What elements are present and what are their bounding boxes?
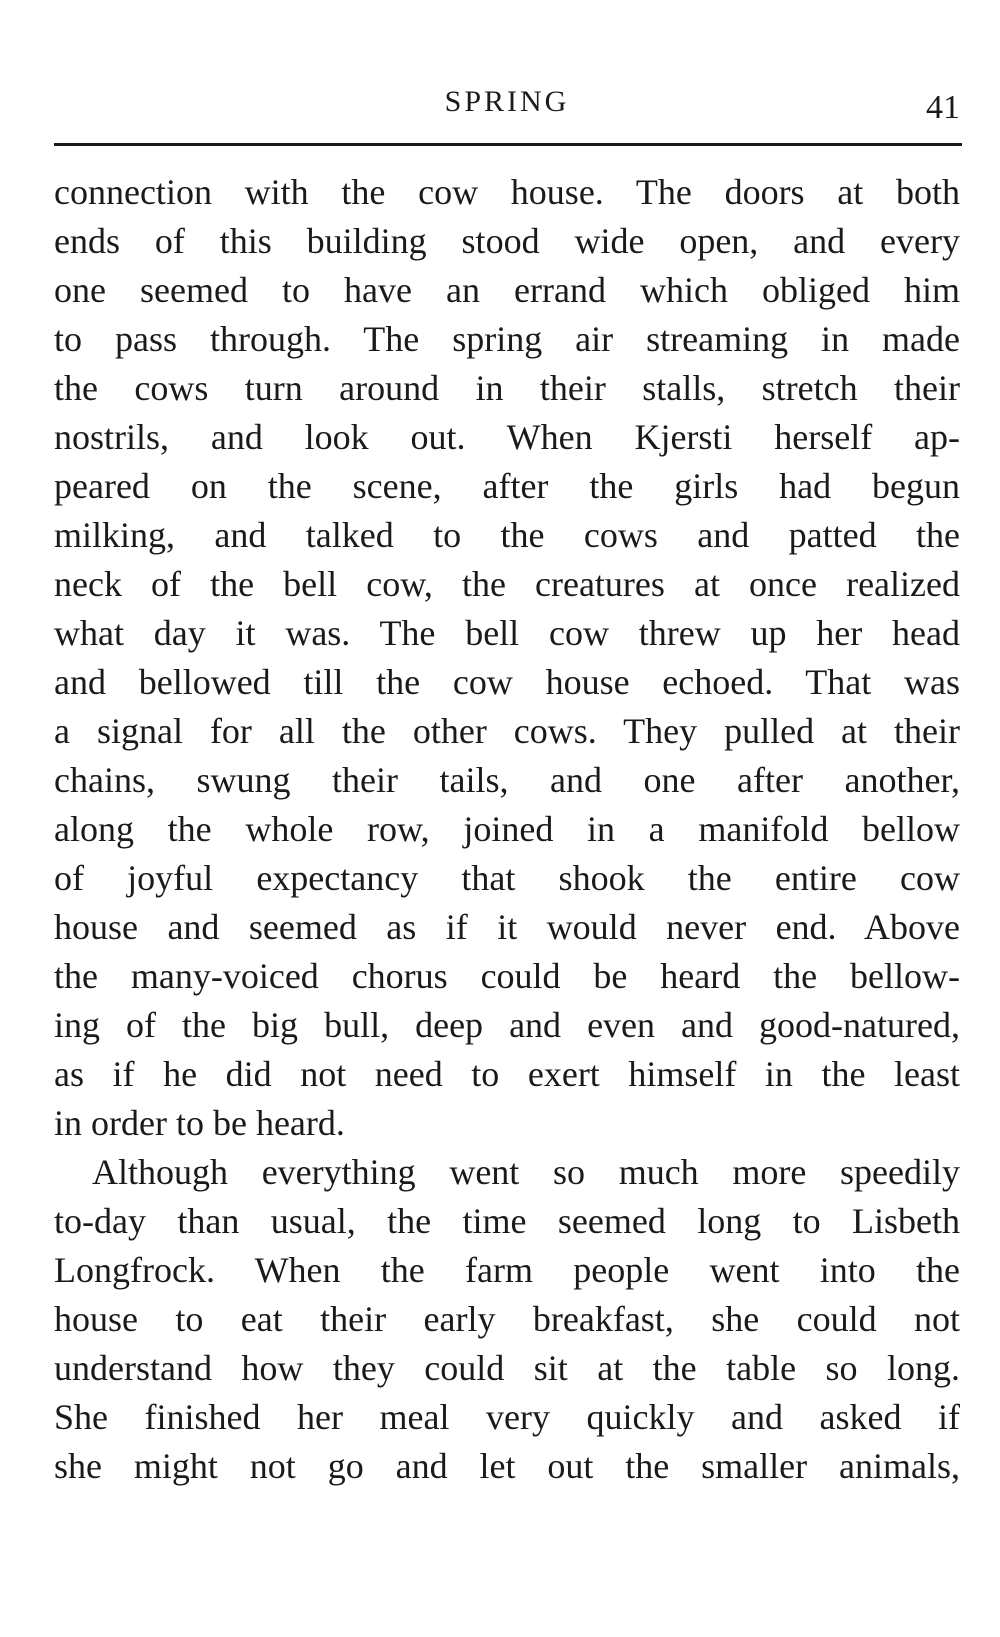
page-number: 41 xyxy=(926,89,960,126)
running-title: SPRING xyxy=(444,85,570,118)
text-line: a signal for all the other cows. They pulled at their xyxy=(54,711,960,751)
text-line: nostrils, and look out. When Kjersti herself ap- xyxy=(54,417,960,457)
text-line: along the whole row, joined in a manifold bellow xyxy=(54,809,960,849)
running-head xyxy=(54,84,960,134)
text-line: neck of the bell cow, the creatures at once realized xyxy=(54,564,960,604)
text-line: to-day than usual, the time seemed long to Lisbeth xyxy=(54,1201,960,1241)
text-line: She finished her meal very quickly and asked if xyxy=(54,1397,960,1437)
text-line: of joyful expectancy that shook the entire cow xyxy=(54,858,960,898)
text-line: milking, and talked to the cows and patted the xyxy=(54,515,960,555)
text-line: to pass through. The spring air streaming in made xyxy=(54,319,960,359)
text-line: the cows turn around in their stalls, stretch their xyxy=(54,368,960,408)
text-line: connection with the cow house. The doors at both xyxy=(54,172,960,212)
text-line: ing of the big bull, deep and even and good-natured, xyxy=(54,1005,960,1045)
text-line-paragraph-end: in order to be heard. xyxy=(54,1103,345,1143)
body-text xyxy=(54,168,960,1491)
text-line: as if he did not need to exert himself in the least xyxy=(54,1054,960,1094)
text-line: the many-voiced chorus could be heard the bellow- xyxy=(54,956,960,996)
text-line: understand how they could sit at the table so long. xyxy=(54,1348,960,1388)
text-line: she might not go and let out the smaller animals, xyxy=(54,1446,960,1486)
text-line: house to eat their early breakfast, she could not xyxy=(54,1299,960,1339)
text-line: house and seemed as if it would never end. Above xyxy=(54,907,960,947)
text-line: Longfrock. When the farm people went into the xyxy=(54,1250,960,1290)
text-line: peared on the scene, after the girls had begun xyxy=(54,466,960,506)
text-line: what day it was. The bell cow threw up her head xyxy=(54,613,960,653)
text-line: ends of this building stood wide open, and every xyxy=(54,221,960,261)
text-line: one seemed to have an errand which obliged him xyxy=(54,270,960,310)
header-rule xyxy=(54,143,962,146)
text-line: and bellowed till the cow house echoed. That was xyxy=(54,662,960,702)
text-line-paragraph-start: Although everything went so much more speedily xyxy=(92,1152,960,1192)
text-line: chains, swung their tails, and one after another, xyxy=(54,760,960,800)
